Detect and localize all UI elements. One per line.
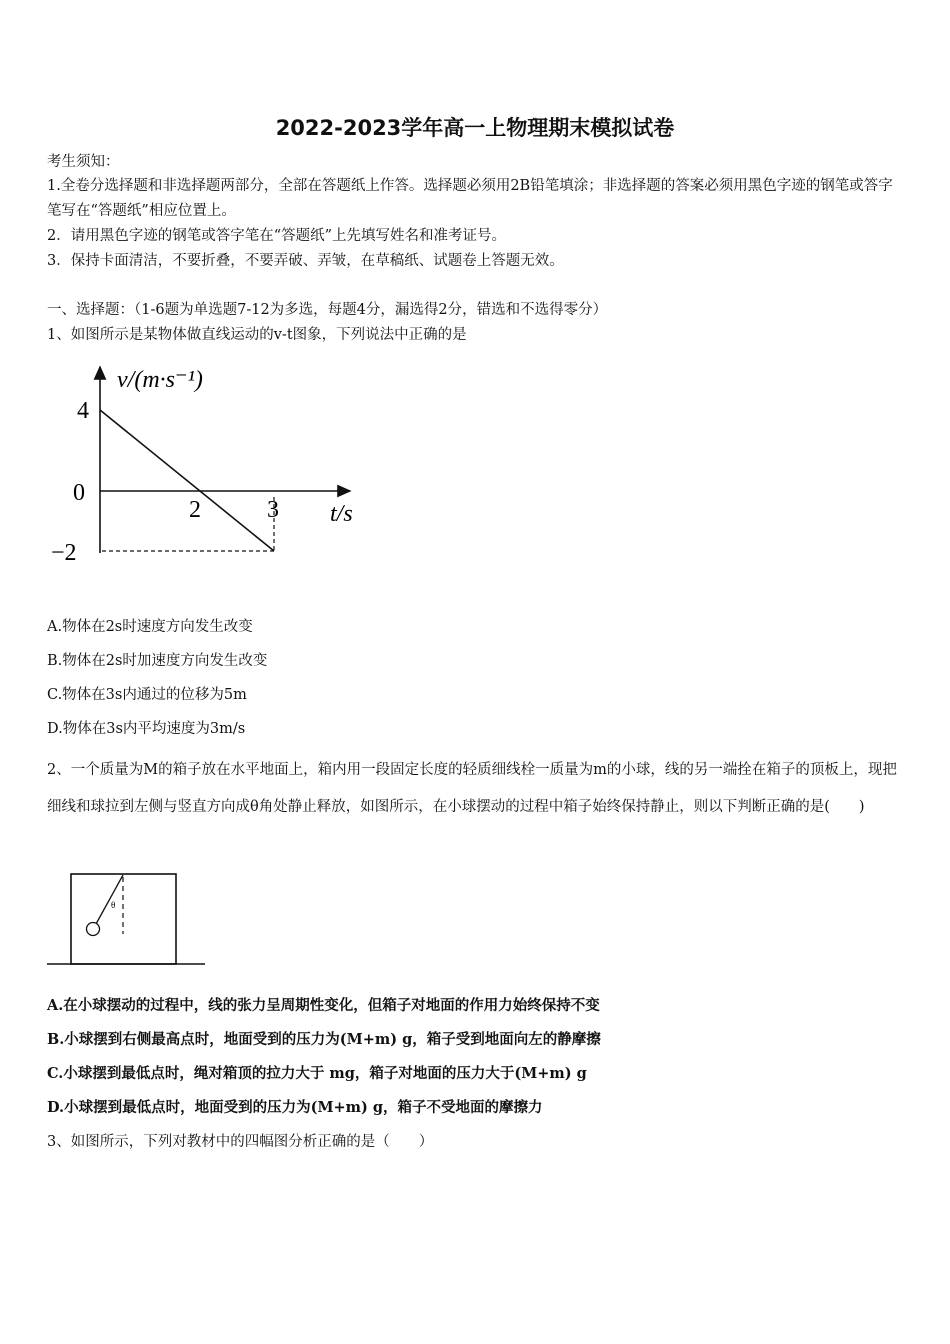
notice-heading: 考生须知： xyxy=(47,154,120,170)
q2-option-d: D.小球摆到最低点时，地面受到的压力为(M+m) g，箱子不受地面的摩擦力 xyxy=(47,1099,543,1116)
q1-option-b: B.物体在2s时加速度方向发生改变 xyxy=(47,653,268,669)
q2-option-a: A.在小球摆动的过程中，线的张力呈周期性变化，但箱子对地面的作用力始终保持不变 xyxy=(47,997,600,1014)
section-heading: 一、选择题：（1-6题为单选题7-12为多选，每题4分，漏选得2分，错选和不选得零分） xyxy=(47,302,608,318)
notice-item-1: 1.全卷分选择题和非选择题两部分，全部在答题纸上作答。选择题必须用2B铅笔填涂；非选择题的答案必须用黑色字迹的钢笔或答字笔写在“答题纸”相应位置上。 xyxy=(47,178,893,219)
pendulum-ball xyxy=(87,923,100,936)
theta-label: θ xyxy=(111,900,116,910)
tick-0: 0 xyxy=(73,480,85,506)
velocity-line xyxy=(100,410,274,551)
tick-2: 2 xyxy=(189,497,201,523)
q2-option-c: C.小球摆到最低点时，绳对箱顶的拉力大于 mg，箱子对地面的压力大于(M+m) g xyxy=(47,1065,587,1082)
question-1-stem: 1、如图所示是某物体做直线运动的v-t图象，下列说法中正确的是 xyxy=(47,327,467,343)
notice-item-3: 3．保持卡面清洁，不要折叠，不要弄破、弄皱，在草稿纸、试题卷上答题无效。 xyxy=(47,253,564,269)
tick-neg2: −2 xyxy=(51,540,77,566)
notice-item-2: 2．请用黑色字迹的钢笔或答字笔在“答题纸”上先填写姓名和准考证号。 xyxy=(47,228,507,244)
q1-option-c: C.物体在3s内通过的位移为5m xyxy=(47,687,247,703)
pendulum-box-figure xyxy=(45,868,210,973)
q1-option-a: A.物体在2s时速度方向发生改变 xyxy=(47,619,253,635)
question-3-stem: 3、如图所示，下列对教材中的四幅图分析正确的是（ ） xyxy=(47,1134,434,1150)
pendulum-string xyxy=(96,875,123,924)
q2-option-b: B.小球摆到右侧最高点时，地面受到的压力为(M+m) g，箱子受到地面向左的静摩擦 xyxy=(47,1031,601,1048)
x-axis-label: t/s xyxy=(330,501,353,527)
question-2-stem: 2、一个质量为M的箱子放在水平地面上，箱内用一段固定长度的轻质细线栓一质量为m的小球，线的另一端拴在箱子的顶板上，现把细线和球拉到左侧与竖直方向成θ角处静止释放，如图所示，在小球摆动的过程中箱子始终保持静止，则以下判断正确的是( ) xyxy=(47,762,897,815)
tick-3: 3 xyxy=(267,497,279,523)
q1-option-d: D.物体在3s内平均速度为3m/s xyxy=(47,721,246,737)
y-axis-label: v/(m·s⁻¹) xyxy=(117,367,203,393)
tick-4: 4 xyxy=(77,398,89,424)
page-title: 2022-2023学年高一上物理期末模拟试卷 xyxy=(275,116,675,140)
vt-graph xyxy=(45,355,375,580)
